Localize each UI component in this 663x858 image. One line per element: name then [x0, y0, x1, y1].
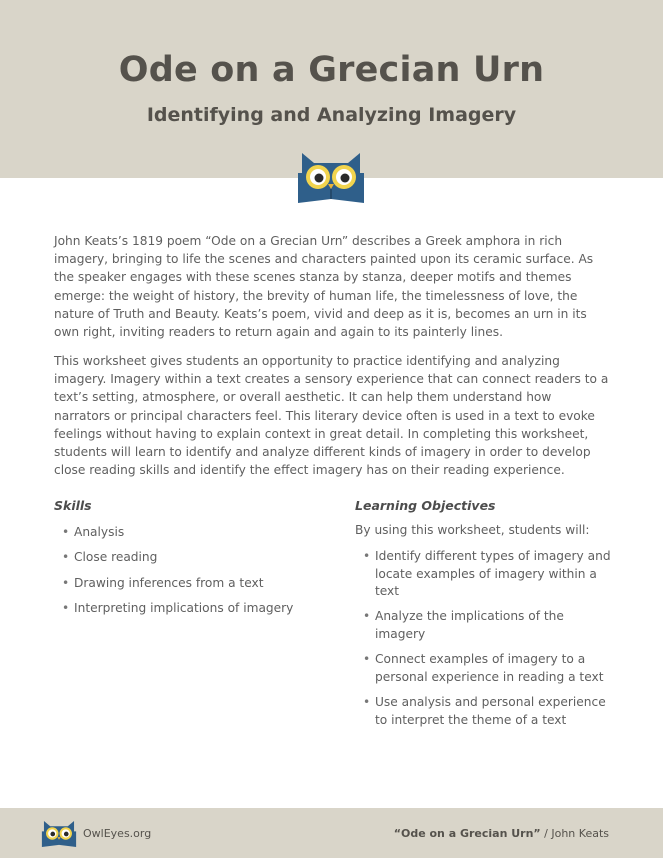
author-name: John Keats: [551, 827, 609, 840]
footer-credit: [394, 827, 609, 840]
list-item: • Identify different types of imagery and locate examples of imagery within a text: [355, 548, 615, 601]
page-subtitle: Identifying and Analyzing Imagery: [146, 104, 517, 126]
list-item: • Interpreting implications of imagery: [54, 599, 314, 624]
objectives-intro: By using this worksheet, students will:: [355, 523, 590, 537]
page-title: Ode on a Grecian Urn: [118, 50, 545, 90]
owl-book-icon: [296, 151, 366, 205]
work-title: “Ode on a Grecian Urn”: [393, 827, 541, 840]
site-link[interactable]: OwlEyes.org: [83, 827, 152, 840]
list-item: • Analysis: [54, 523, 314, 548]
list-item: • Use analysis and personal experience to interpret the theme of a text: [355, 694, 615, 729]
list-item: • Connect examples of imagery to a personal experience in reading a text: [355, 651, 615, 686]
skills-heading: Skills: [54, 498, 92, 513]
objectives-heading: Learning Objectives: [355, 498, 496, 513]
list-item: • Close reading: [54, 548, 314, 573]
list-item: • Analyze the implications of the imagery: [355, 608, 615, 643]
objectives-list: [355, 548, 615, 737]
credit-separator: /: [540, 827, 552, 840]
worksheet-description: This worksheet gives students an opportunity to practice identifying and analyzing imagery. Imagery within a text creates a sensory experience that can connect readers to a text’s setting, atmosphere, or overall aesthetic. It can help them understand how narrators or principal characters feel. This literary device often is used in a text to evoke feelings without having to explain context in great detail. In completing this worksheet, students will learn to identify and analyze different kinds of imagery in order to develop close reading skills and identify the effect imagery has on their reading experience.: [54, 354, 609, 478]
skills-list: [54, 523, 314, 624]
owl-book-icon: [40, 820, 78, 848]
list-item: • Drawing inferences from a text: [54, 574, 314, 599]
intro-paragraph: John Keats’s 1819 poem “Ode on a Grecian Urn” describes a Greek amphora in rich imagery, bringing to life the scenes and characters painted upon its ceramic surface. As the speaker engages with these scenes stanza by stanza, deeper motifs and themes emerge: the weight of history, the brevity of human life, the timelessness of love, the nature of Truth and Beauty. Keats’s poem, vivid and deep as it is, becomes an urn in its own right, inviting readers to return again and again to its painterly lines.: [54, 234, 594, 340]
